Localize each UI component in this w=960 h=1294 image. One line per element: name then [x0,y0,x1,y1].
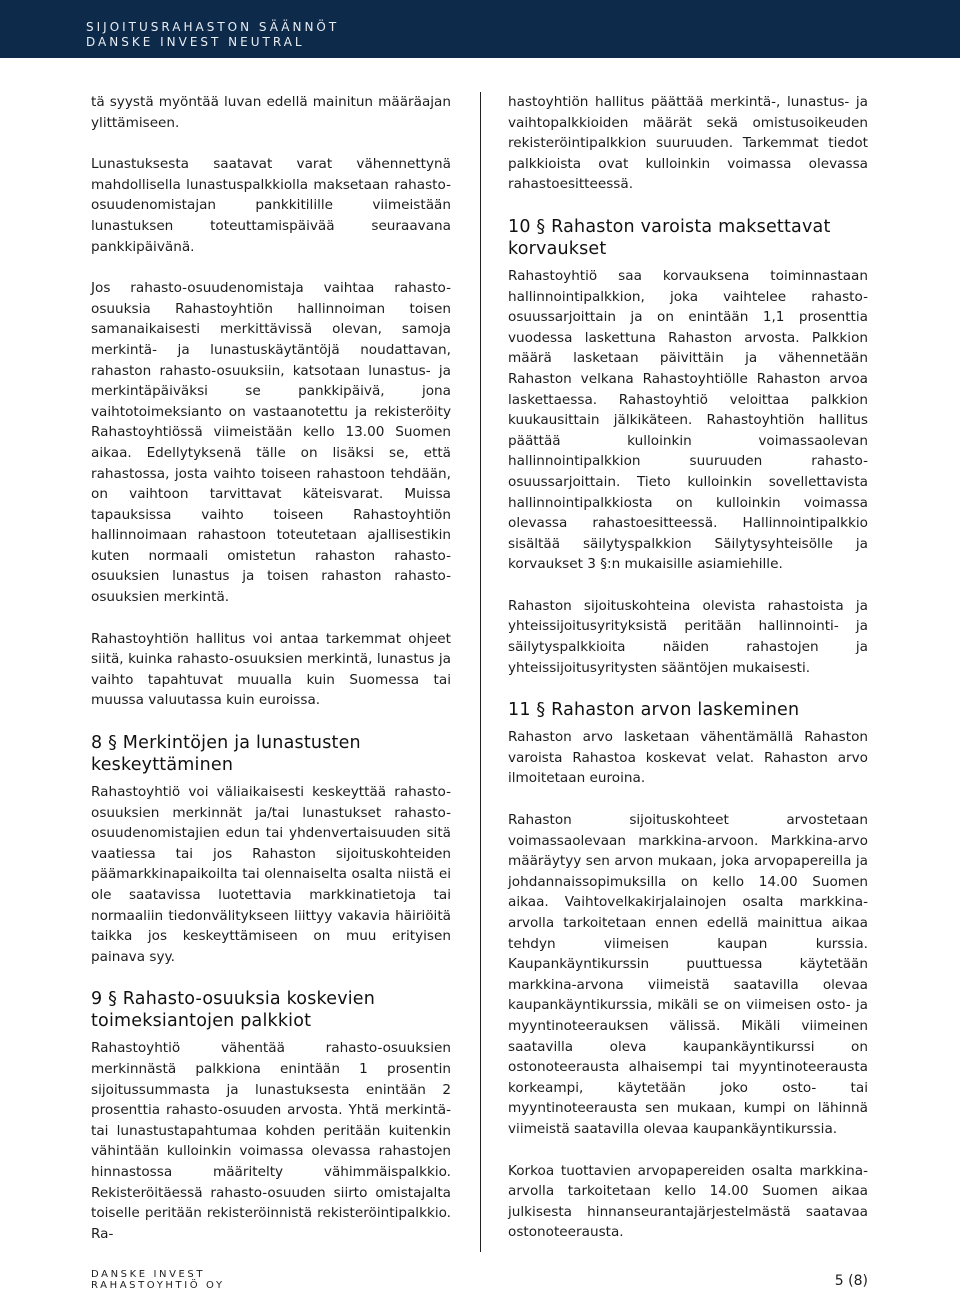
paragraph: Jos rahasto-osuudenomistaja vaihtaa rahasto-osuuksia Rahastoyhtiön hallinnoiman toisen samanaikaisesti merkittävissä olevan, samoja merkintä- ja lunastuskäytäntöjä noudattavan, rahaston rahasto-osuuksiin, katsotaan lunastus- ja merkintäpäiväksi se pankkipäivä, jona vaihtotoimeksianto on vastaanotettu ja rekisteröity Rahastoyhtiössä viimeistään kello 13.00 Suomen aikaa. Edellytyksenä tälle on lisäksi se, että rahastossa, josta vaihto toiseen rahastoon tehdään, on vaihtoon tarvittavat käteisvarat. Muissa tapauksissa vaihto toiseen Rahastoyhtiön hallinnoimaan rahastoon toteutetaan ajallisestikin kuten normaali omistetun rahaston rahasto-osuuksien lunastus ja toisen rahaston rahasto-osuuksien merkintä. [91,280,451,606]
document-title: SIJOITUSRAHASTON SÄÄNNÖT [86,20,340,34]
right-column [508,92,868,1243]
column-divider [480,92,481,1252]
paragraph: Rahastoyhtiö vähentää rahasto-osuuksien merkinnästä palkkiona enintään 1 prosentin sijoitussummasta ja lunastuksesta enintään 2 prosenttia rahasto-osuuden arvosta. Yhtä merkintä- tai lunastustapahtumaa kohden peritään kuitenkin vähintään kulloinkin voimassa olevassa rahastojen hinnastossa määritelty vähimmäispalkkio. Rekisteröitäessä rahasto-osuuden siirto omistajalta toiselle peritään rekisteröinnistä rekisteröintipalkkio. Ra- [91,1040,451,1242]
paragraph: Rahaston sijoituskohteet arvostetaan voimassaolevaan markkina-arvoon. Markkina-arvo määräytyy sen arvon mukaan, joka arvopapereilla ja johdannaissopimuksilla on kello 14.00 Suomen aikaa. Vaihtovelkakirjalainojen osalta markkina-arvolla tarkoitetaan ennen edellä mainittua aikaa tehdyn viimeisen kaupan kurssia. Kaupankäyntikurssin puuttuessa käytetään markkina-arvona viimeistä saatavilla olevaa kaupankäyntikurssia, mikäli se on viimeisen osto- ja myyntinoteerauksen välissä. Mikäli viimeinen saatavilla oleva kaupankäyntikurssi on ostonoteerausta alhaisempi tai myyntinoteerausta korkeampi, käytetään joko osto- tai myyntinoteerausta sen mukaan, kumpi on lähinnä viimeistä saatavilla olevaa kaupankäyntikurssia. [508,812,868,1137]
page-number: 5 (8) [834,1273,868,1289]
paragraph: Rahaston arvo lasketaan vähentämällä Rahaston varoista Rahastoa koskevat velat. Rahaston arvo ilmoitetaan euroina. [508,729,868,787]
paragraph: hastoyhtiön hallitus päättää merkintä-, lunastus- ja vaihtopalkkioiden määrät sekä omistusoikeuden rekisteröintipalkkion suuruuden. Tarkemmat tiedot palkkioista ovat kulloinkin voimassa olevassa rahastoesitteessä. [508,94,868,193]
left-column [91,92,451,1244]
paragraph: Rahastoyhtiö voi väliaikaisesti keskeyttää rahasto-osuuksien merkinnät ja/tai lunastukset rahasto-osuudenomistajien edun tai yhdenvertaisuuden sitä vaatiessa tai jos Rahaston sijoituskohteiden päämarkkinapaikoilta tai olennaiselta osalta niistä ei ole saatavissa luotettavia markkinatietoja tai normaaliin tiedonvälitykseen liittyy vakavia häiriöitä taikka jos keskeyttämiseen on muu erityisen painava syy. [91,784,451,965]
section-heading-8: 8 § Merkintöjen ja lunastusten keskeyttäminen [91,733,361,776]
paragraph: Lunastuksesta saatavat varat vähennettynä mahdollisella lunastuspalkkiolla maksetaan rahasto-osuudenomistajan pankkitilille viimeistään lunastuksen toteuttamispäivää seuraavana pankkipäivänä. [91,156,451,255]
paragraph: Rahastoyhtiö saa korvauksena toiminnastaan hallinnointipalkkion, joka vaihtelee rahasto-osuussarjoittain ja on enintään 1,1 prosenttia vuodessa laskettuna Rahaston arvosta. Palkkion määrä lasketaan päivittäin ja vähennetään Rahaston velkana Rahastoyhtiölle Rahaston arvoa laskettaessa. Rahastoyhtiö veloittaa palkkion kuukausittain jälkikäteen. Rahastoyhtiön hallitus päättää kulloinkin voimassaolevan hallinnointipalkkion suuruuden rahasto-osuussarjoittain. Tieto kulloinkin sovellettavista hallinnointipalkkiosta on kulloinkin voimassa olevassa rahastoesitteessä. Hallinnointipalkkio sisältää säilytyspalkkion Säilytysyhteisölle ja korvaukset 3 §:n mukaisille asiamiehille. [508,267,868,573]
paragraph: tä syystä myöntää luvan edellä mainitun määräajan ylittämiseen. [91,94,451,131]
paragraph: Rahastoyhtiön hallitus voi antaa tarkemmat ohjeet siitä, kuinka rahasto-osuuksien merkintä, lunastus ja vaihto tapahtuvat muualla kuin Suomessa tai muussa valuutassa kuin euroissa. [91,630,451,709]
paragraph: Rahaston sijoituskohteina olevista rahastoista ja yhteissijoitusyrityksistä peritään hallinnointi- ja säilytyspalkkioita näiden rahastojen ja yhteissijoitusyritysten sääntöjen mukaisesti. [508,597,868,676]
company-name: DANSKE INVEST [91,1269,206,1280]
paragraph: Korkoa tuottavien arvopapereiden osalta markkina-arvolla tarkoitetaan kello 14.00 Suomen aikaa julkisesta hinnanseurantajärjestelmästä saatavaa ostonoteerausta. [508,1162,868,1241]
footer-company [91,1269,225,1291]
document-header [0,0,960,58]
section-heading-11: 11 § Rahaston arvon laskeminen [508,700,800,721]
company-type: RAHASTOYHTIÖ OY [91,1280,225,1291]
section-heading-9: 9 § Rahasto-osuuksia koskevien toimeksiantojen palkkiot [91,989,376,1032]
fund-name: DANSKE INVEST NEUTRAL [86,35,305,49]
section-heading-10: 10 § Rahaston varoista maksettavat korvaukset [508,216,831,259]
